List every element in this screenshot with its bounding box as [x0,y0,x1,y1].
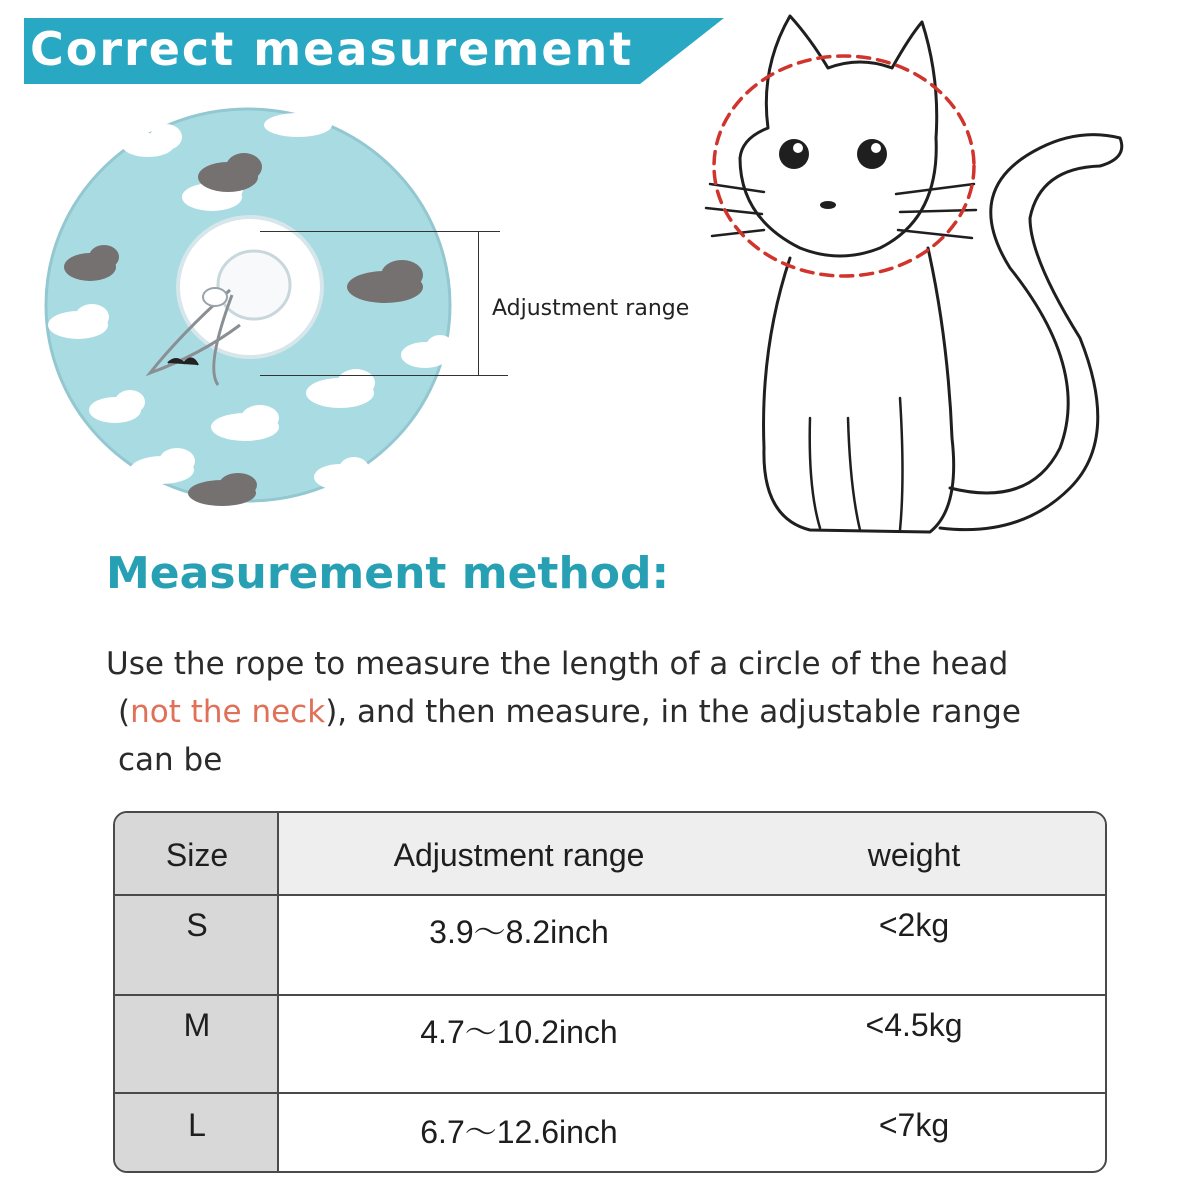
row-s-weight: <2kg [878,907,950,943]
row-s-size: S [186,907,208,943]
adjustment-range-label: Adjustment range [492,296,690,321]
row-m-size: M [183,1007,211,1043]
cat-illustration [700,8,1140,548]
size-table [113,811,1107,1173]
range-top-line [260,231,500,232]
description-open-paren: ( [118,694,131,730]
row-m-weight: <4.5kg [865,1007,963,1043]
row-m-range: 4.7～10.2inch [420,1014,618,1050]
row-l-range: 6.7～12.6inch [420,1114,618,1150]
collar-image [40,105,470,515]
banner-title: Correct measurement [30,22,634,76]
description-line-1: Use the rope to measure the length of a circle of the head [106,646,1009,682]
range-bottom-line [260,375,508,376]
measurement-description [106,640,1116,784]
row-l-weight: <7kg [878,1107,950,1143]
row-divider [115,994,1105,996]
measurement-method-heading: Measurement method: [106,548,670,599]
row-s-range: 3.9～8.2inch [429,914,609,950]
row-divider [115,894,1105,896]
range-vertical-line [478,231,479,376]
description-line-2 [106,688,1116,736]
row-divider [115,1092,1105,1094]
header-weight: weight [867,837,961,873]
header-size: Size [165,837,229,873]
description-line-3: can be [118,742,223,778]
description-line-2-rest: ), and then measure, in the adjustable range [325,694,1021,730]
header-adjustment-range: Adjustment range [393,837,645,873]
row-l-size: L [188,1107,206,1143]
not-the-neck-highlight: not the neck [130,694,326,730]
